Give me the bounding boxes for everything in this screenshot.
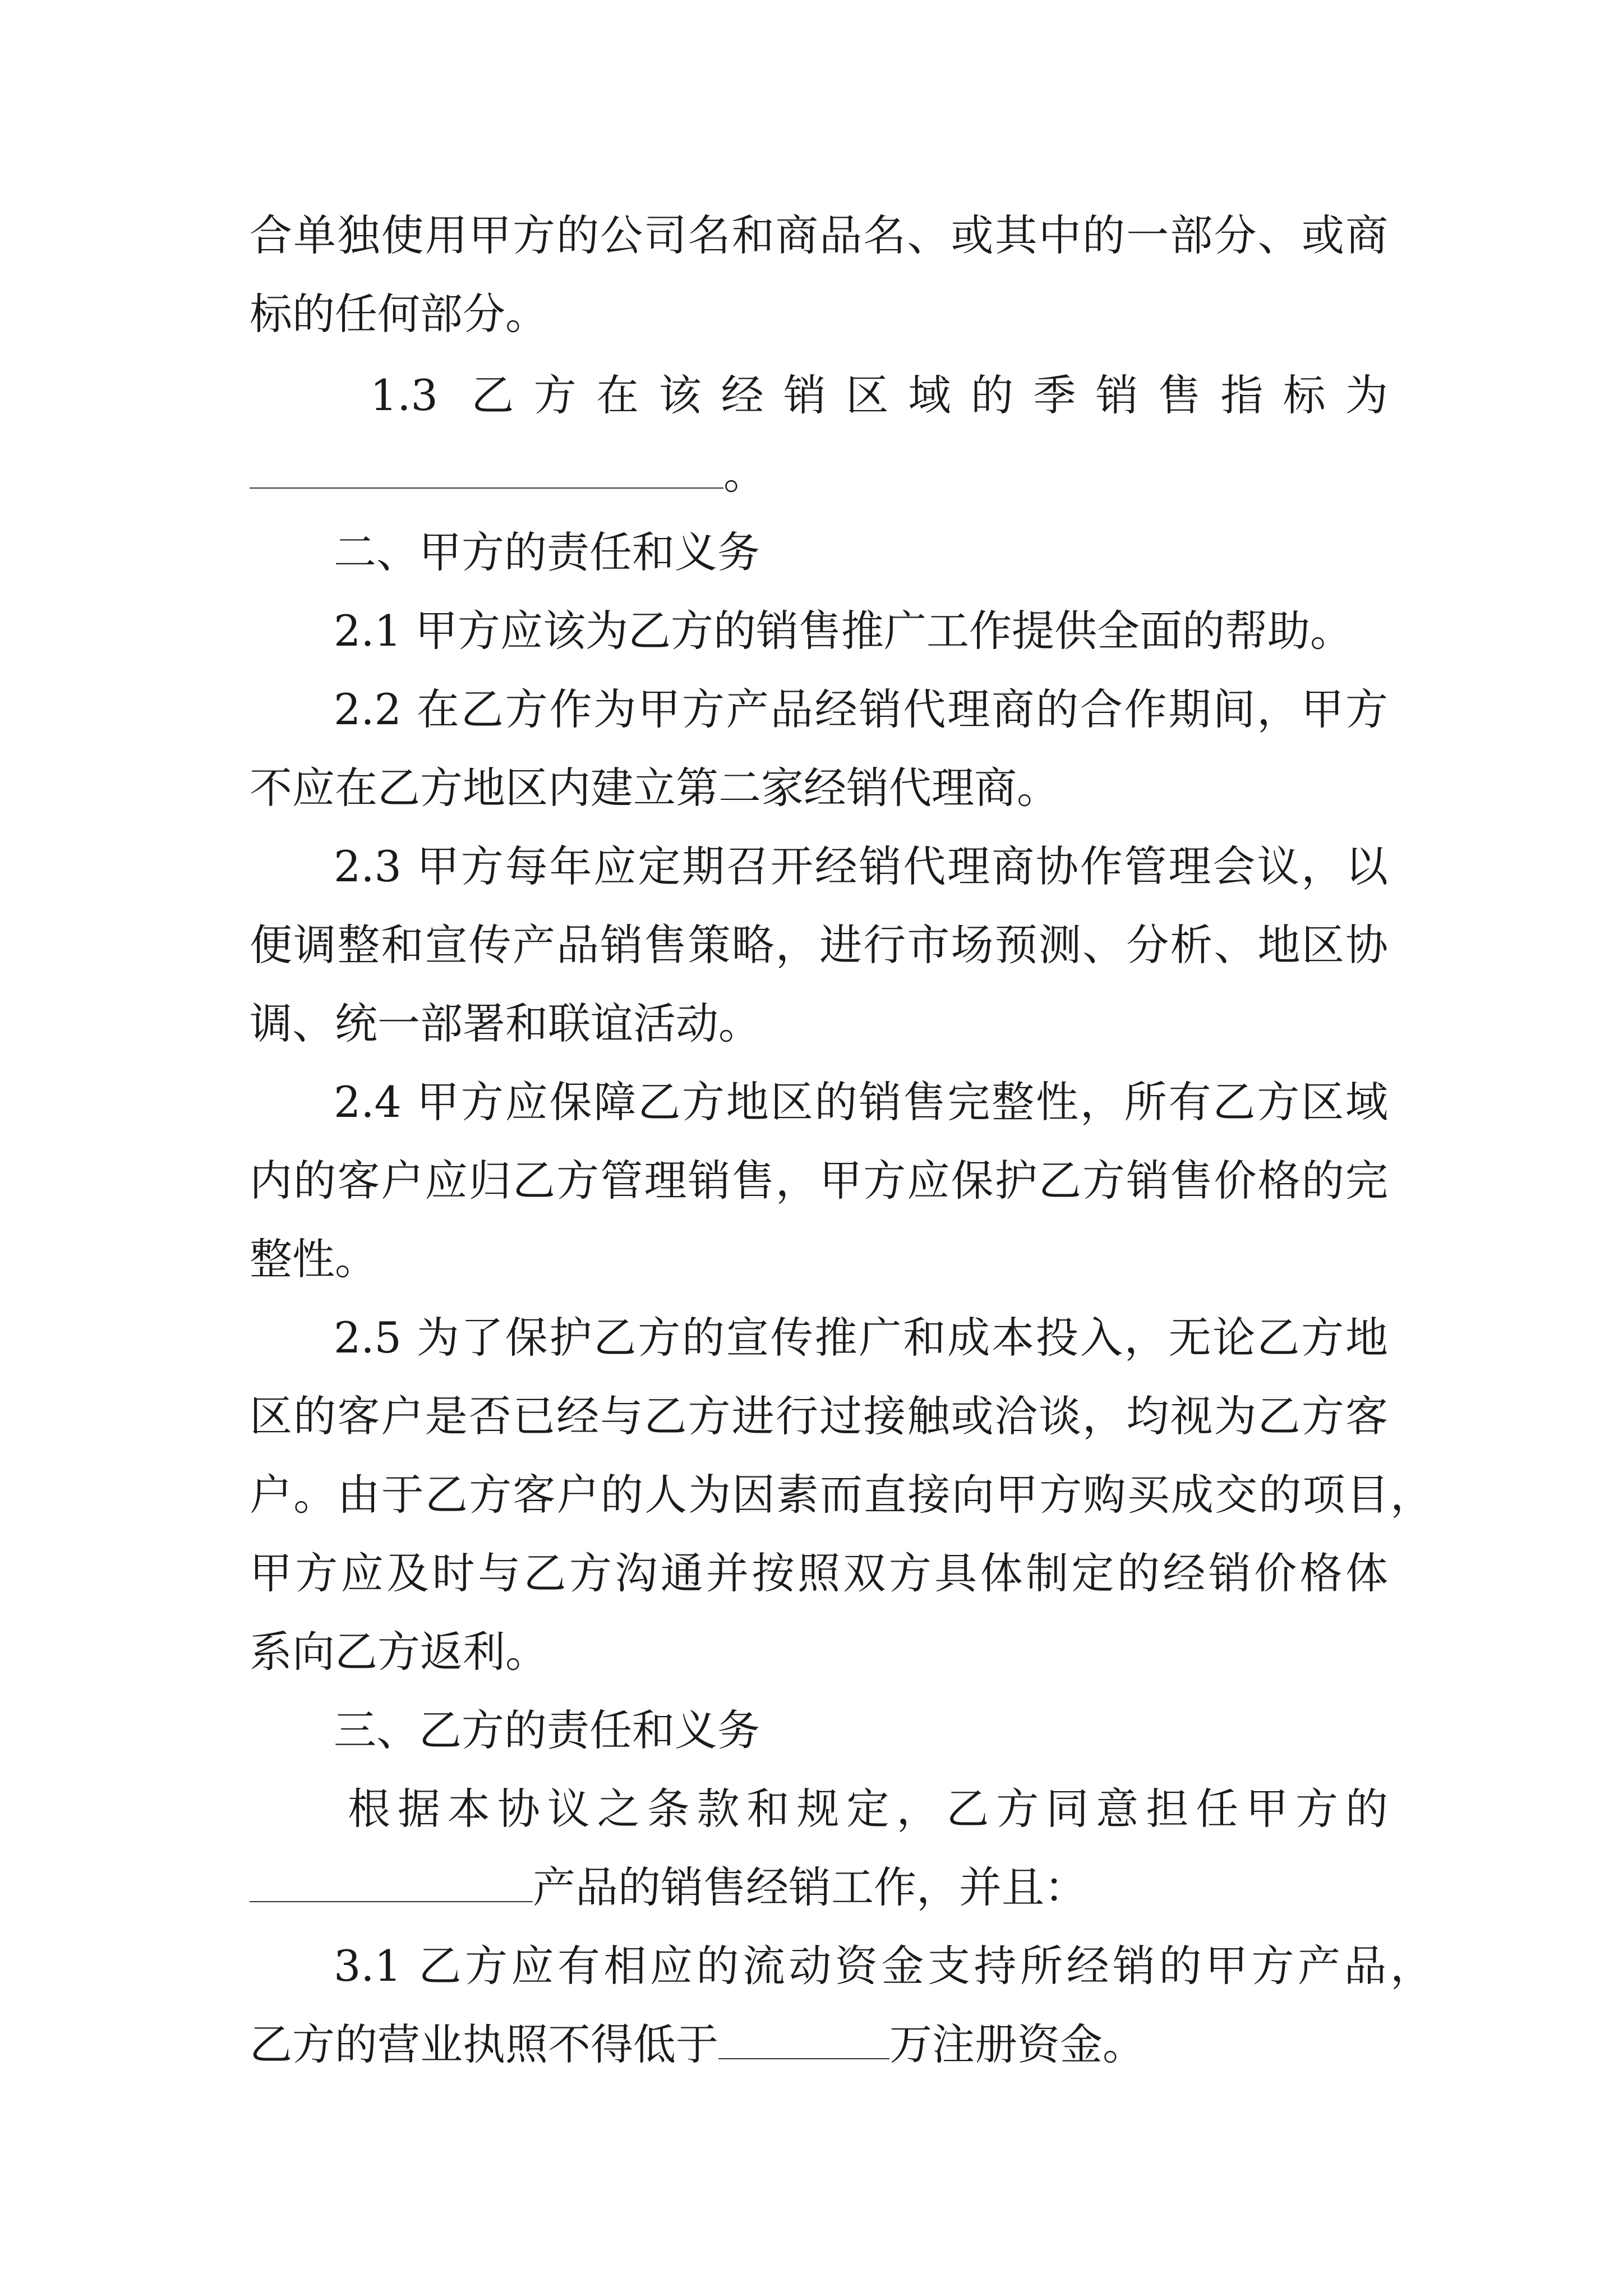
clause-2-5: 2.5 为了保护乙方的宣传推广和成本投入，无论乙方地 (334, 1313, 1388, 1363)
clause-1-3-blank-line (250, 446, 1388, 502)
text-line: 甲方应及时与乙方沟通并按照双方具体制定的经销价格体 (250, 1548, 1388, 1598)
text-line: 区的客户是否已经与乙方进行过接触或洽谈，均视为乙方客 (250, 1391, 1388, 1441)
text-line: 调、统一部署和联谊活动。 (250, 999, 761, 1048)
clause-3-1-blank-line (250, 2017, 1388, 2073)
fill-blank-product-name (250, 1865, 533, 1902)
text-fragment: 乙方的营业执照不得低于 (250, 2019, 718, 2069)
clause-1-3: 1.3 乙方在该经销区域的季销售指标为 (370, 370, 1388, 420)
section-heading-party-b: 三、乙方的责任和义务 (334, 1705, 760, 1755)
clause-2-3: 2.3 甲方每年应定期召开经销代理商协作管理会议，以 (334, 841, 1388, 891)
clause-2-4: 2.4 甲方应保障乙方地区的销售完整性，所有乙方区域 (334, 1077, 1388, 1127)
text-line: 不应在乙方地区内建立第二家经销代理商。 (250, 763, 1059, 813)
clause-3-1: 3.1 乙方应有相应的流动资金支持所经销的甲方产品， (334, 1941, 1433, 1991)
text-line: 系向乙方返利。 (250, 1627, 548, 1677)
text-fragment: 。 (723, 449, 766, 499)
fill-blank-registered-capital (718, 2022, 889, 2059)
fill-blank-sales-target (250, 452, 723, 489)
text-line: 内的客户应归乙方管理销售，甲方应保护乙方销售价格的完 (250, 1156, 1388, 1205)
text-fragment: 产品的销售经销工作，并且： (533, 1862, 1087, 1912)
section-3-intro-blank-line (250, 1860, 1388, 1916)
text-line: 合单独使用甲方的公司名和商品名、或其中的一部分、或商 (250, 210, 1388, 260)
clause-2-2: 2.2 在乙方作为甲方产品经销代理商的合作期间，甲方 (334, 684, 1388, 734)
text-line: 标的任何部分。 (250, 289, 548, 339)
clause-2-1: 2.1 甲方应该为乙方的销售推广工作提供全面的帮助。 (334, 606, 1353, 656)
section-heading-party-a: 二、甲方的责任和义务 (334, 527, 760, 577)
text-fragment: 万注册资金。 (889, 2019, 1145, 2069)
section-3-intro: 根据本协议之条款和规定，乙方同意担任甲方的 (348, 1784, 1388, 1834)
text-line: 户。由于乙方客户的人为因素而直接向甲方购买成交的项目， (250, 1470, 1433, 1520)
text-line: 便调整和宣传产品销售策略，进行市场预测、分析、地区协 (250, 920, 1388, 970)
text-line: 整性。 (250, 1234, 377, 1284)
